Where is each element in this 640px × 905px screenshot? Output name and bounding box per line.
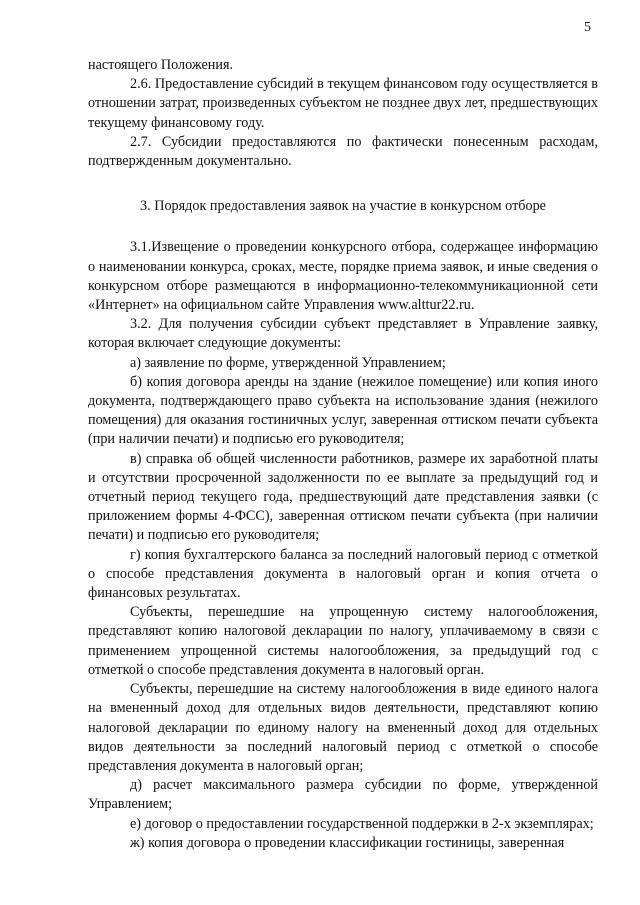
list-item-v: в) справка об общей численности работников, размере их заработной платы и отсутствии просроченной задолженности по ее выплате за предыдущий год и отчетный период текущего года, предшествующий дате представления заявки (с приложением формы 4-ФСС), заверенная оттиском печати субъекта (при наличии печати) и подписью его руководителя;: [88, 450, 598, 544]
list-item-d: д) расчет максимального размера субсидии по форме, утвержденной Управлением;: [88, 777, 598, 813]
list-item-a: а) заявление по форме, утвержденной Управлением;: [130, 354, 446, 371]
section-heading-3: 3. Порядок предоставления заявок на участие в конкурсном отборе: [140, 198, 546, 215]
page-number: 5: [584, 20, 591, 35]
paragraph-3-1: 3.1.Извещение о проведении конкурсного отбора, содержащее информацию о наименовании конкурса, сроках, месте, порядке приема заявок, и иные сведения о конкурсном отборе размещаются в информационно-телекоммуникационной сети «Интернет» на официальном сайте Управления www.alttur22.ru.: [88, 239, 598, 314]
paragraph-3-2: 3.2. Для получения субсидии субъект представляет в Управление заявку, которая включает следующие документы:: [88, 316, 598, 352]
continuation-line: настоящего Положения.: [88, 57, 234, 73]
list-item-zh: ж) копия договора о проведении классификации гостиницы, заверенная: [130, 834, 565, 851]
paragraph-envd: Субъекты, перешедшие на систему налогообложения в виде единого налога на вмененный доход для отдельных видов деятельности, представляют копию налоговой декларации по единому налогу на вмененный доход для отдельных видов деятельности за последний налоговый период с отметкой о способе представления документа в налоговый орган;: [88, 681, 598, 774]
paragraph-2-7: 2.7. Субсидии предоставляются по фактически понесенным расходам, подтвержденным документально.: [88, 133, 598, 170]
list-item-b: б) копия договора аренды на здание (нежилое помещение) или копия иного документа, подтверждающего право субъекта на использование здания (нежилого помещения) для оказания гостиничных услуг, заверенная оттиском печати субъекта (при наличии печати) и подписью его руководителя;: [88, 373, 598, 448]
paragraph-usn: Субъекты, перешедшие на упрощенную систему налогообложения, представляют копию налоговой декларации по налогу, уплачиваемому в связи с применением упрощенной системы налогообложения, за предыдущий год с отметкой о способе представления документа в налоговый орган.: [88, 604, 598, 678]
list-item-e: е) договор о предоставлении государственной поддержки в 2-х экземплярах;: [130, 815, 594, 832]
paragraph-2-6: 2.6. Предоставление субсидий в текущем финансовом году осуществляется в отношении затрат, произведенных субъектом не позднее двух лет, предшествующих текущему финансовому году.: [88, 76, 598, 131]
list-item-g: г) копия бухгалтерского баланса за последний налоговый период с отметкой о способе представления документа в налоговый орган и копия отчета о финансовых результатах.: [88, 546, 598, 602]
document-body: [88, 56, 598, 853]
